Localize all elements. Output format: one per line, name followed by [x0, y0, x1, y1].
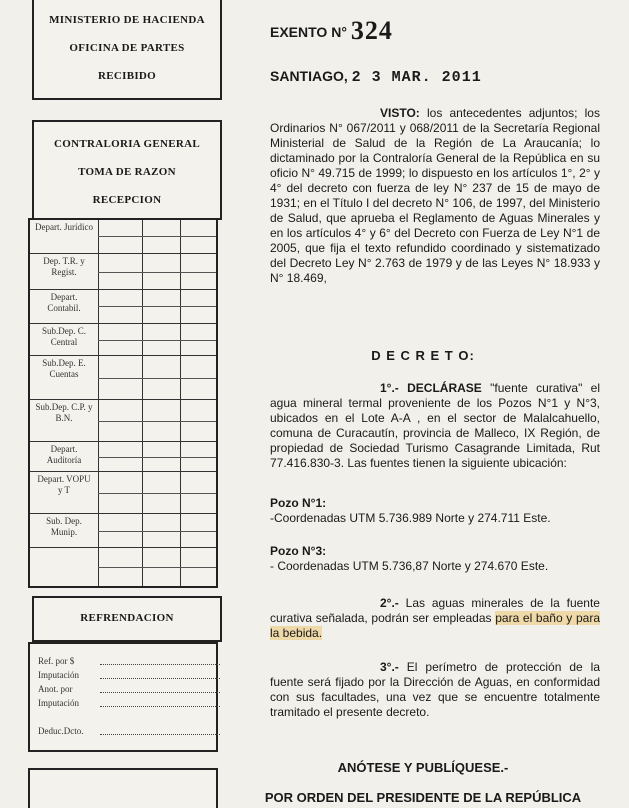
stamp-toma-razon: TOMA DE RAZON: [78, 166, 176, 178]
pozo1: [270, 496, 600, 526]
visto-label: VISTO:: [380, 106, 420, 120]
article-3: [270, 660, 600, 720]
decree-document: [238, 0, 608, 808]
dept-label: Dep. T.R. y Regist.: [43, 256, 85, 277]
dept-label: Depart. VOPU y T: [37, 474, 91, 495]
dept-label: Depart. Jurídico: [35, 222, 93, 232]
ref-line: Deduc.Dcto.: [38, 726, 228, 736]
stamp-ministry: MINISTERIO DE HACIENDA: [49, 14, 205, 26]
decreto-heading: D E C R E T O:: [371, 348, 475, 363]
pozo1-text: -Coordenadas UTM 5.736.989 Norte y 274.711 Este.: [270, 511, 551, 525]
exento-header: [270, 14, 393, 44]
stamp-received: RECIBIDO: [97, 70, 157, 82]
ref-line: Imputación: [38, 670, 228, 680]
art2-label: 2°.-: [380, 596, 399, 610]
dept-label: Sub.Dep. C.P. y B.N.: [35, 402, 93, 423]
received-stamp: [32, 0, 222, 100]
art1-label: 1°.- DECLÁRASE: [380, 381, 482, 395]
table-row: [30, 400, 216, 442]
pozo3-text: - Coordenadas UTM 5.736,87 Norte y 274.670 Este.: [270, 559, 549, 573]
place-date: [270, 68, 482, 86]
refrendacion-title: REFRENDACION: [80, 612, 174, 624]
dept-label: Sub.Dep. C. Central: [41, 326, 86, 347]
visto-text: los antecedentes adjuntos; los Ordinarios N° 067/2011 y 068/2011 de la Secretaría Regional Ministerial de Salud de la Región de La Araucanía; lo dictaminado por la Contraloría General de la República en su oficio N° 49.715 de 1999; lo dispuesto en los artículos 1°, 2° y 4° del decreto con fuerza de ley N° 237 de 15 de mayo de 1931; en el Título I del decreto N° 106, de 1997, del Ministerio de Salud, que aprueba el Reglamento de Aguas Minerales y en los artículos 4° y 6° del Decreto con Fuerza de Ley N°1 de 2005, que fija el texto refundido coordinado y sistematizado del Decreto Ley N° 2.763 de 1979 y de las Leyes N° 18.933 y N° 18.469,: [270, 106, 600, 285]
refrendacion-lines: [28, 642, 218, 752]
pozo1-label: Pozo N°1:: [270, 496, 327, 510]
table-row: [30, 548, 216, 586]
santiago-label: SANTIAGO,: [270, 68, 348, 84]
department-table: [28, 218, 218, 588]
table-row: [30, 472, 216, 514]
closing-line: ANÓTESE Y PUBLÍQUESE.-: [337, 760, 509, 775]
art2-text: Las aguas minerales de la fuente curativa señalada, podrán ser empleadas: [270, 596, 600, 625]
pozo3-label: Pozo N°3:: [270, 544, 327, 558]
table-row: [30, 254, 216, 290]
dept-label: Depart. Auditoría: [46, 444, 82, 465]
exento-number: 324: [350, 16, 393, 45]
bottom-box: [28, 768, 218, 808]
visto-paragraph: [270, 106, 600, 286]
exento-label: EXENTO N°: [270, 24, 347, 40]
contraloria-stamp: [32, 120, 222, 220]
table-row: [30, 220, 216, 254]
refrendacion-box: [32, 596, 222, 642]
art3-label: 3°.-: [380, 660, 399, 674]
dept-label: Depart. Contabil.: [47, 292, 81, 313]
article-1: [270, 381, 600, 471]
stamp-office: OFICINA DE PARTES: [69, 42, 185, 54]
ref-line: Imputación: [38, 698, 228, 708]
table-row: [30, 290, 216, 324]
sidebar: [0, 0, 228, 808]
decree-date: 2 3 MAR. 2011: [351, 69, 482, 86]
ref-line: Anot. por: [38, 684, 228, 694]
stamp-recepcion: RECEPCION: [92, 194, 162, 206]
pozo3: [270, 544, 600, 574]
table-row: [30, 324, 216, 356]
stamp-contraloria: CONTRALORIA GENERAL: [54, 138, 200, 150]
art2-highlight: para el baño y para la bebida.: [270, 611, 601, 640]
dept-label: Sub.Dep. E. Cuentas: [42, 358, 86, 379]
art3-text: El perímetro de protección de la fuente será fijado por la Dirección de Aguas, en conformidad con sus facultades, una vez que se encuentre totalmente tramitado el presente decreto.: [270, 660, 600, 719]
table-row: [30, 356, 216, 400]
article-2: [270, 596, 600, 641]
dept-label: Sub. Dep. Munip.: [46, 516, 82, 537]
art1-text: "fuente curativa" el agua mineral termal proveniente de los Pozos N°1 y N°3, ubicados en el Lote A-A , en el sector de Malalcahuello, comuna de Curacautín, provincia de Malleco, IX Región, de propiedad de Sociedad Turismo Casagrande Limitada, Rut 77.416.830-3. Las fuentes tienen la siguiente ubicación:: [270, 381, 600, 470]
footer-line: POR ORDEN DEL PRESIDENTE DE LA REPÚBLICA: [264, 790, 582, 805]
ref-line: Ref. por $: [38, 656, 228, 666]
table-row: [30, 514, 216, 548]
table-row: [30, 442, 216, 472]
